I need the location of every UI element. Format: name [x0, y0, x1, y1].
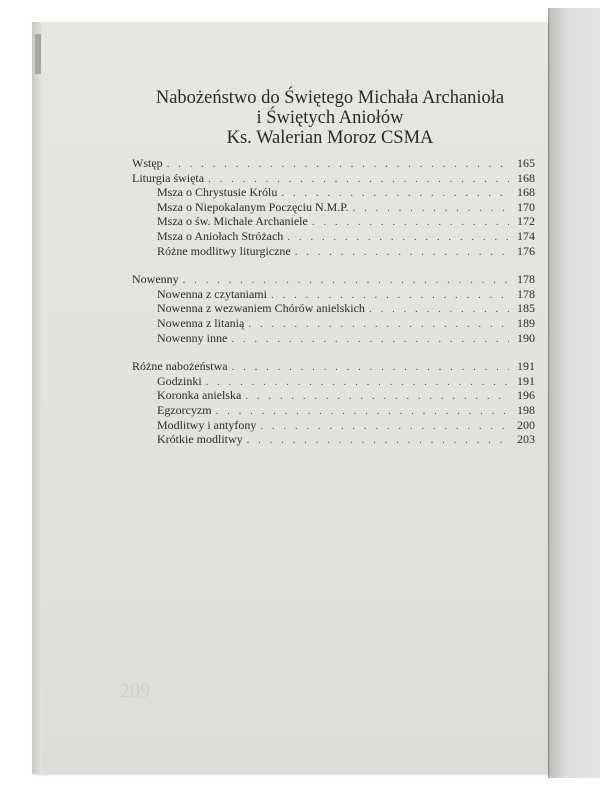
toc-subentry — [132, 301, 535, 316]
toc-page-number: 189 — [517, 315, 535, 330]
page-header — [130, 88, 530, 148]
toc-label: Nowenny — [132, 272, 179, 287]
toc-leader-dots — [247, 433, 509, 447]
toc-subentry — [132, 185, 535, 200]
toc-leader-dots — [260, 419, 509, 433]
toc-page-number: 168 — [517, 170, 535, 185]
toc-subentry — [132, 244, 535, 259]
toc-leader-dots — [248, 317, 509, 331]
toc-label: Liturgia święta — [132, 170, 205, 185]
toc-label: Msza o Chrystusie Królu — [157, 185, 278, 200]
toc-page-number: 176 — [517, 243, 535, 258]
toc-page-number: 168 — [517, 185, 535, 200]
toc-leader-dots — [312, 215, 509, 229]
header-title: Nabożeństwo do Świętego Michała Archanioła — [155, 88, 505, 108]
toc-section-gap — [132, 345, 535, 359]
toc-leader-dots — [271, 288, 509, 302]
toc-label: Egzorcyzm — [157, 402, 212, 417]
toc-page-number: 185 — [517, 301, 535, 316]
toc-page-number: 196 — [517, 388, 535, 403]
toc-label: Różne nabożeństwa — [132, 359, 228, 374]
toc-leader-dots — [216, 404, 509, 418]
toc-subentry — [132, 403, 535, 418]
header-subtitle: i Świętych Aniołów — [256, 108, 404, 128]
toc-label: Msza o św. Michale Archaniele — [157, 214, 308, 229]
toc-label: Nowenna z litanią — [157, 315, 245, 330]
toc-leader-dots — [167, 157, 509, 171]
toc-label: Nowenna z wezwaniem Chórów anielskich — [157, 301, 365, 316]
toc-label: Wstęp — [132, 156, 163, 170]
toc-entry-rozne-nabozenstwa — [132, 359, 535, 374]
toc-label: Msza o Aniołach Stróżach — [157, 228, 284, 243]
toc-leader-dots — [369, 302, 509, 316]
toc-leader-dots — [231, 332, 509, 346]
toc-leader-dots — [245, 389, 509, 403]
toc-label: Krótkie modlitwy — [157, 432, 243, 447]
toc-subentry — [132, 418, 535, 433]
toc-subentry — [132, 229, 535, 244]
toc-label: Msza o Niepokalanym Poczęciu N.M.P. — [157, 199, 349, 214]
toc-subentry — [132, 200, 535, 215]
toc-leader-dots — [281, 186, 509, 200]
toc-leader-dots — [232, 360, 509, 374]
toc-page-number: 198 — [517, 402, 535, 417]
toc-label: Modlitwy i antyfony — [157, 417, 257, 432]
toc-subentry — [132, 214, 535, 229]
toc-page-number: 190 — [517, 330, 535, 345]
toc-label: Nowenny inne — [157, 330, 228, 345]
toc-page-number: 191 — [517, 373, 535, 388]
toc-subentry — [132, 287, 535, 302]
page-gutter — [32, 22, 42, 774]
toc-section-gap — [132, 258, 535, 272]
toc-page-number: 165 — [517, 156, 535, 170]
toc-page-number: 170 — [517, 199, 535, 214]
toc-subentry — [132, 432, 535, 447]
binding-mark — [35, 34, 41, 74]
toc-page-number: 172 — [517, 214, 535, 229]
toc-leader-dots — [353, 201, 509, 215]
toc-leader-dots — [295, 245, 509, 259]
toc-entry-liturgia — [132, 171, 535, 186]
toc-entry-nowenny — [132, 272, 535, 287]
toc-subentry — [132, 316, 535, 331]
toc-page-number: 174 — [517, 228, 535, 243]
toc-page-number: 200 — [517, 417, 535, 432]
toc-label: Godzinki — [157, 373, 202, 388]
toc-label: Różne modlitwy liturgiczne — [157, 243, 291, 258]
table-of-contents — [132, 156, 535, 447]
toc-label: Koronka anielska — [157, 388, 242, 403]
bleed-through-page-number: 209 — [120, 680, 150, 702]
toc-leader-dots — [287, 230, 509, 244]
toc-subentry — [132, 388, 535, 403]
toc-leader-dots — [206, 375, 509, 389]
toc-leader-dots — [183, 273, 509, 287]
toc-subentry — [132, 374, 535, 389]
toc-label: Nowenna z czytaniami — [157, 286, 267, 301]
toc-page-number: 178 — [517, 286, 535, 301]
toc-entry-wstep — [132, 156, 535, 171]
facing-page-edge — [548, 8, 600, 778]
toc-subentry — [132, 331, 535, 346]
toc-leader-dots — [208, 172, 509, 186]
toc-page-number: 203 — [517, 432, 535, 447]
toc-page-number: 191 — [517, 359, 535, 374]
toc-page-number: 178 — [517, 272, 535, 287]
header-author: Ks. Walerian Moroz CSMA — [226, 128, 434, 148]
